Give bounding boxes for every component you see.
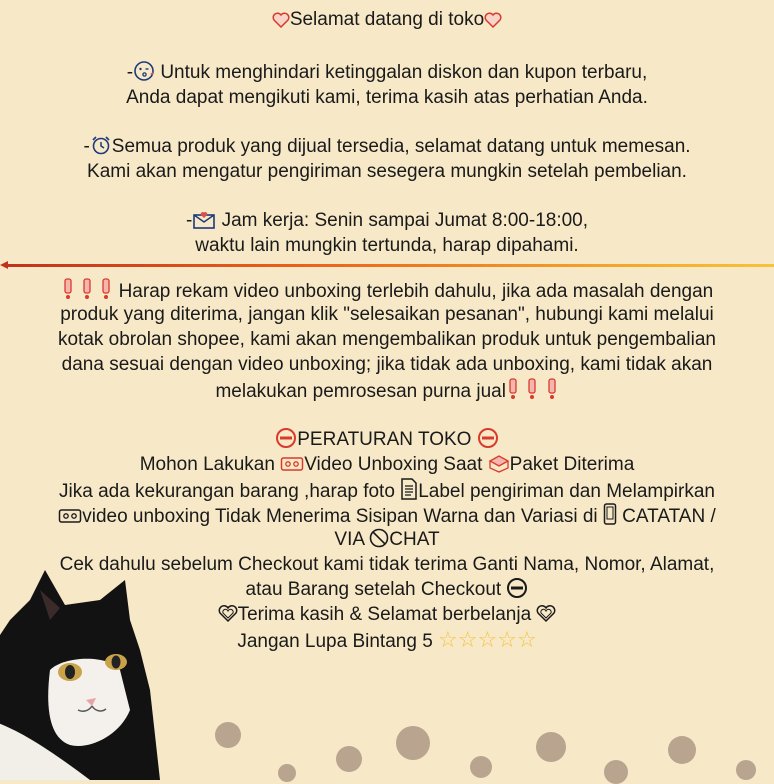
rules-text: Jika ada kekurangan barang ,harap foto (59, 481, 395, 502)
decor-dot (604, 760, 628, 784)
package-icon (488, 453, 510, 480)
video-tape-icon (280, 455, 304, 480)
welcome-line (0, 8, 774, 35)
alarm-clock-icon (90, 135, 112, 162)
hours-notice-line1: - Jam kerja: Senin sampai Jumat 8:00-18:00, (0, 209, 774, 236)
rules-text: CATATAN / (622, 506, 716, 527)
warning-text-5: melakukan pemrosesan purna jual (215, 381, 506, 402)
cat-photo (0, 560, 170, 780)
rules-text: CHAT (389, 529, 440, 550)
welcome-title: Selamat datang di toko (289, 9, 485, 30)
follow-text-2: Anda dapat mengikuti kami, terima kasih atas perhatian Anda. (126, 87, 648, 108)
decor-dot (215, 722, 241, 748)
exclamation-icon (545, 378, 559, 407)
follow-text-1: Untuk menghindari ketinggalan diskon dan kupon terbaru, (160, 62, 648, 83)
rules-text: video unboxing Tidak Menerima Sisipan Warna dan Variasi di (82, 506, 598, 527)
heart-icon (218, 605, 238, 630)
hours-text-1: Jam kerja: Senin sampai Jumat 8:00-18:00, (221, 210, 589, 231)
heart-icon (536, 605, 556, 630)
decor-dot (736, 760, 756, 780)
rules-text: VIA (334, 529, 364, 550)
stock-notice-line1: - Semua produk yang dijual tersedia, selamat datang untuk memesan. (0, 135, 774, 162)
rules-text: atau Barang setelah Checkout (245, 579, 502, 600)
section-divider (4, 264, 774, 267)
warning-text-2: produk yang diterima, jangan klik "selesaikan pesanan", hubungi kami melalui (60, 304, 714, 325)
rules-text: Mohon Lakukan (139, 454, 275, 475)
wink-kiss-emoji-icon (133, 61, 155, 88)
star-rating: ☆☆☆☆☆ (438, 627, 537, 652)
decor-dot (470, 756, 492, 778)
thanks-text: Terima kasih & Selamat berbelanja (237, 604, 532, 625)
rules-text: Paket Diterima (509, 454, 635, 475)
rules-text: Video Unboxing Saat (304, 454, 483, 475)
follow-notice-line1: - Untuk menghindari ketinggalan diskon dan kupon terbaru, (0, 61, 774, 88)
rules-title-line (0, 428, 774, 455)
hours-text-2: waktu lain mungkin tertunda, harap dipahami. (195, 235, 579, 256)
decor-dot (536, 732, 566, 762)
warning-text-4: dana sesuai dengan video unboxing; jika tidak ada unboxing, kami tidak akan (61, 354, 713, 375)
rating-text: Jangan Lupa Bintang 5 (237, 631, 433, 652)
decor-dot (278, 764, 296, 782)
decor-dot (336, 746, 362, 772)
rules-line1 (0, 453, 774, 480)
warning-text-3: kotak obrolan shopee, kami akan mengembalikan produk untuk pengembalian (57, 329, 717, 350)
decor-dot (396, 726, 430, 760)
no-smoking-icon (369, 528, 389, 555)
rules-line4 (0, 528, 774, 555)
no-entry-icon (477, 428, 499, 455)
heart-icon (272, 11, 290, 35)
decor-dot (668, 736, 696, 764)
envelope-heart-icon (192, 209, 216, 236)
no-entry-icon (275, 428, 297, 455)
stock-text-2: Kami akan mengatur pengiriman sesegera mungkin setelah pembelian. (87, 161, 687, 182)
rules-text-5: Cek dahulu sebelum Checkout kami tidak terima Ganti Nama, Nomor, Alamat, (59, 554, 715, 575)
warning-text-1: Harap rekam video unboxing terlebih dahulu, jika ada masalah dengan (118, 281, 714, 302)
exclamation-icon (525, 378, 539, 407)
stock-text-1: Semua produk yang dijual tersedia, selamat datang untuk memesan. (111, 136, 691, 157)
rules-title: PERATURAN TOKO (297, 429, 472, 450)
rules-text: Label pengiriman dan Melampirkan (418, 481, 715, 502)
exclamation-icon (506, 378, 520, 407)
heart-icon (484, 11, 502, 35)
no-entry-icon (506, 578, 528, 605)
warning-line5 (0, 378, 774, 407)
